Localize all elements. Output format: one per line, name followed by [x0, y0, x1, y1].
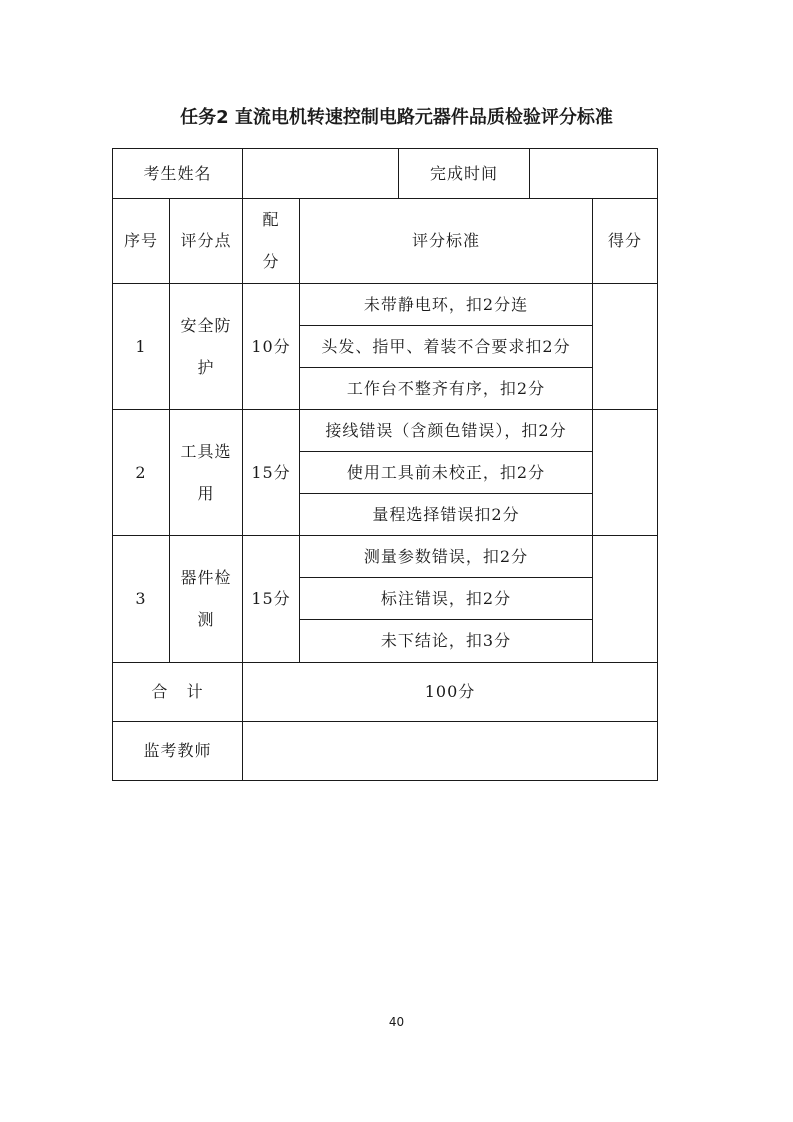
- row-criterion: 未带静电环，扣2分连: [363, 294, 529, 314]
- document-title: 任务2 直流电机转速控制电路元器件品质检验评分标准: [180, 107, 613, 128]
- row-points: 15分: [251, 462, 291, 482]
- supervisor-signature-field[interactable]: [243, 722, 657, 780]
- row-item: 工具选用: [180, 441, 232, 503]
- row-criterion: 使用工具前未校正，扣2分: [346, 462, 546, 482]
- page-number: 40: [388, 1015, 405, 1029]
- completion-time-field[interactable]: [530, 149, 657, 198]
- row-points: 15分: [251, 589, 291, 608]
- row-criterion: 工作台不整齐有序，扣2分: [346, 378, 546, 398]
- supervisor-label: 监考教师: [143, 741, 212, 760]
- candidate-name-label: 考生姓名: [143, 163, 212, 183]
- row-item: 器件检测: [180, 568, 232, 629]
- total-label: 合 计: [151, 682, 204, 701]
- row-score-field[interactable]: [593, 536, 657, 662]
- row-index: 1: [135, 336, 147, 356]
- candidate-name-field[interactable]: [243, 149, 398, 198]
- row-item: 安全防护: [180, 315, 232, 377]
- row-score-field[interactable]: [593, 284, 657, 409]
- row-index: 3: [135, 589, 147, 608]
- column-header-score: 得分: [607, 231, 642, 250]
- row-points: 10分: [251, 336, 291, 356]
- table-border-bottom: [112, 780, 658, 781]
- row-criterion: 标注错误，扣2分: [380, 588, 512, 608]
- row-criterion: 头发、指甲、着装不合要求扣2分: [321, 336, 571, 356]
- completion-time-label: 完成时间: [429, 163, 498, 183]
- total-value: 100分: [424, 682, 476, 701]
- row-index: 2: [135, 462, 147, 482]
- column-header-index: 序号: [123, 231, 158, 250]
- table-border-right: [657, 148, 658, 781]
- row-criterion: 接线错误（含颜色错误），扣2分: [325, 420, 567, 440]
- row-criterion: 未下结论，扣3分: [380, 631, 512, 650]
- column-header-item: 评分点: [180, 231, 232, 250]
- row-criterion: 测量参数错误，扣2分: [363, 546, 529, 566]
- row-criterion: 量程选择错误扣2分: [372, 504, 520, 524]
- column-header-criteria: 评分标准: [411, 231, 480, 250]
- row-score-field[interactable]: [593, 410, 657, 535]
- column-header-points: 配分: [262, 210, 280, 271]
